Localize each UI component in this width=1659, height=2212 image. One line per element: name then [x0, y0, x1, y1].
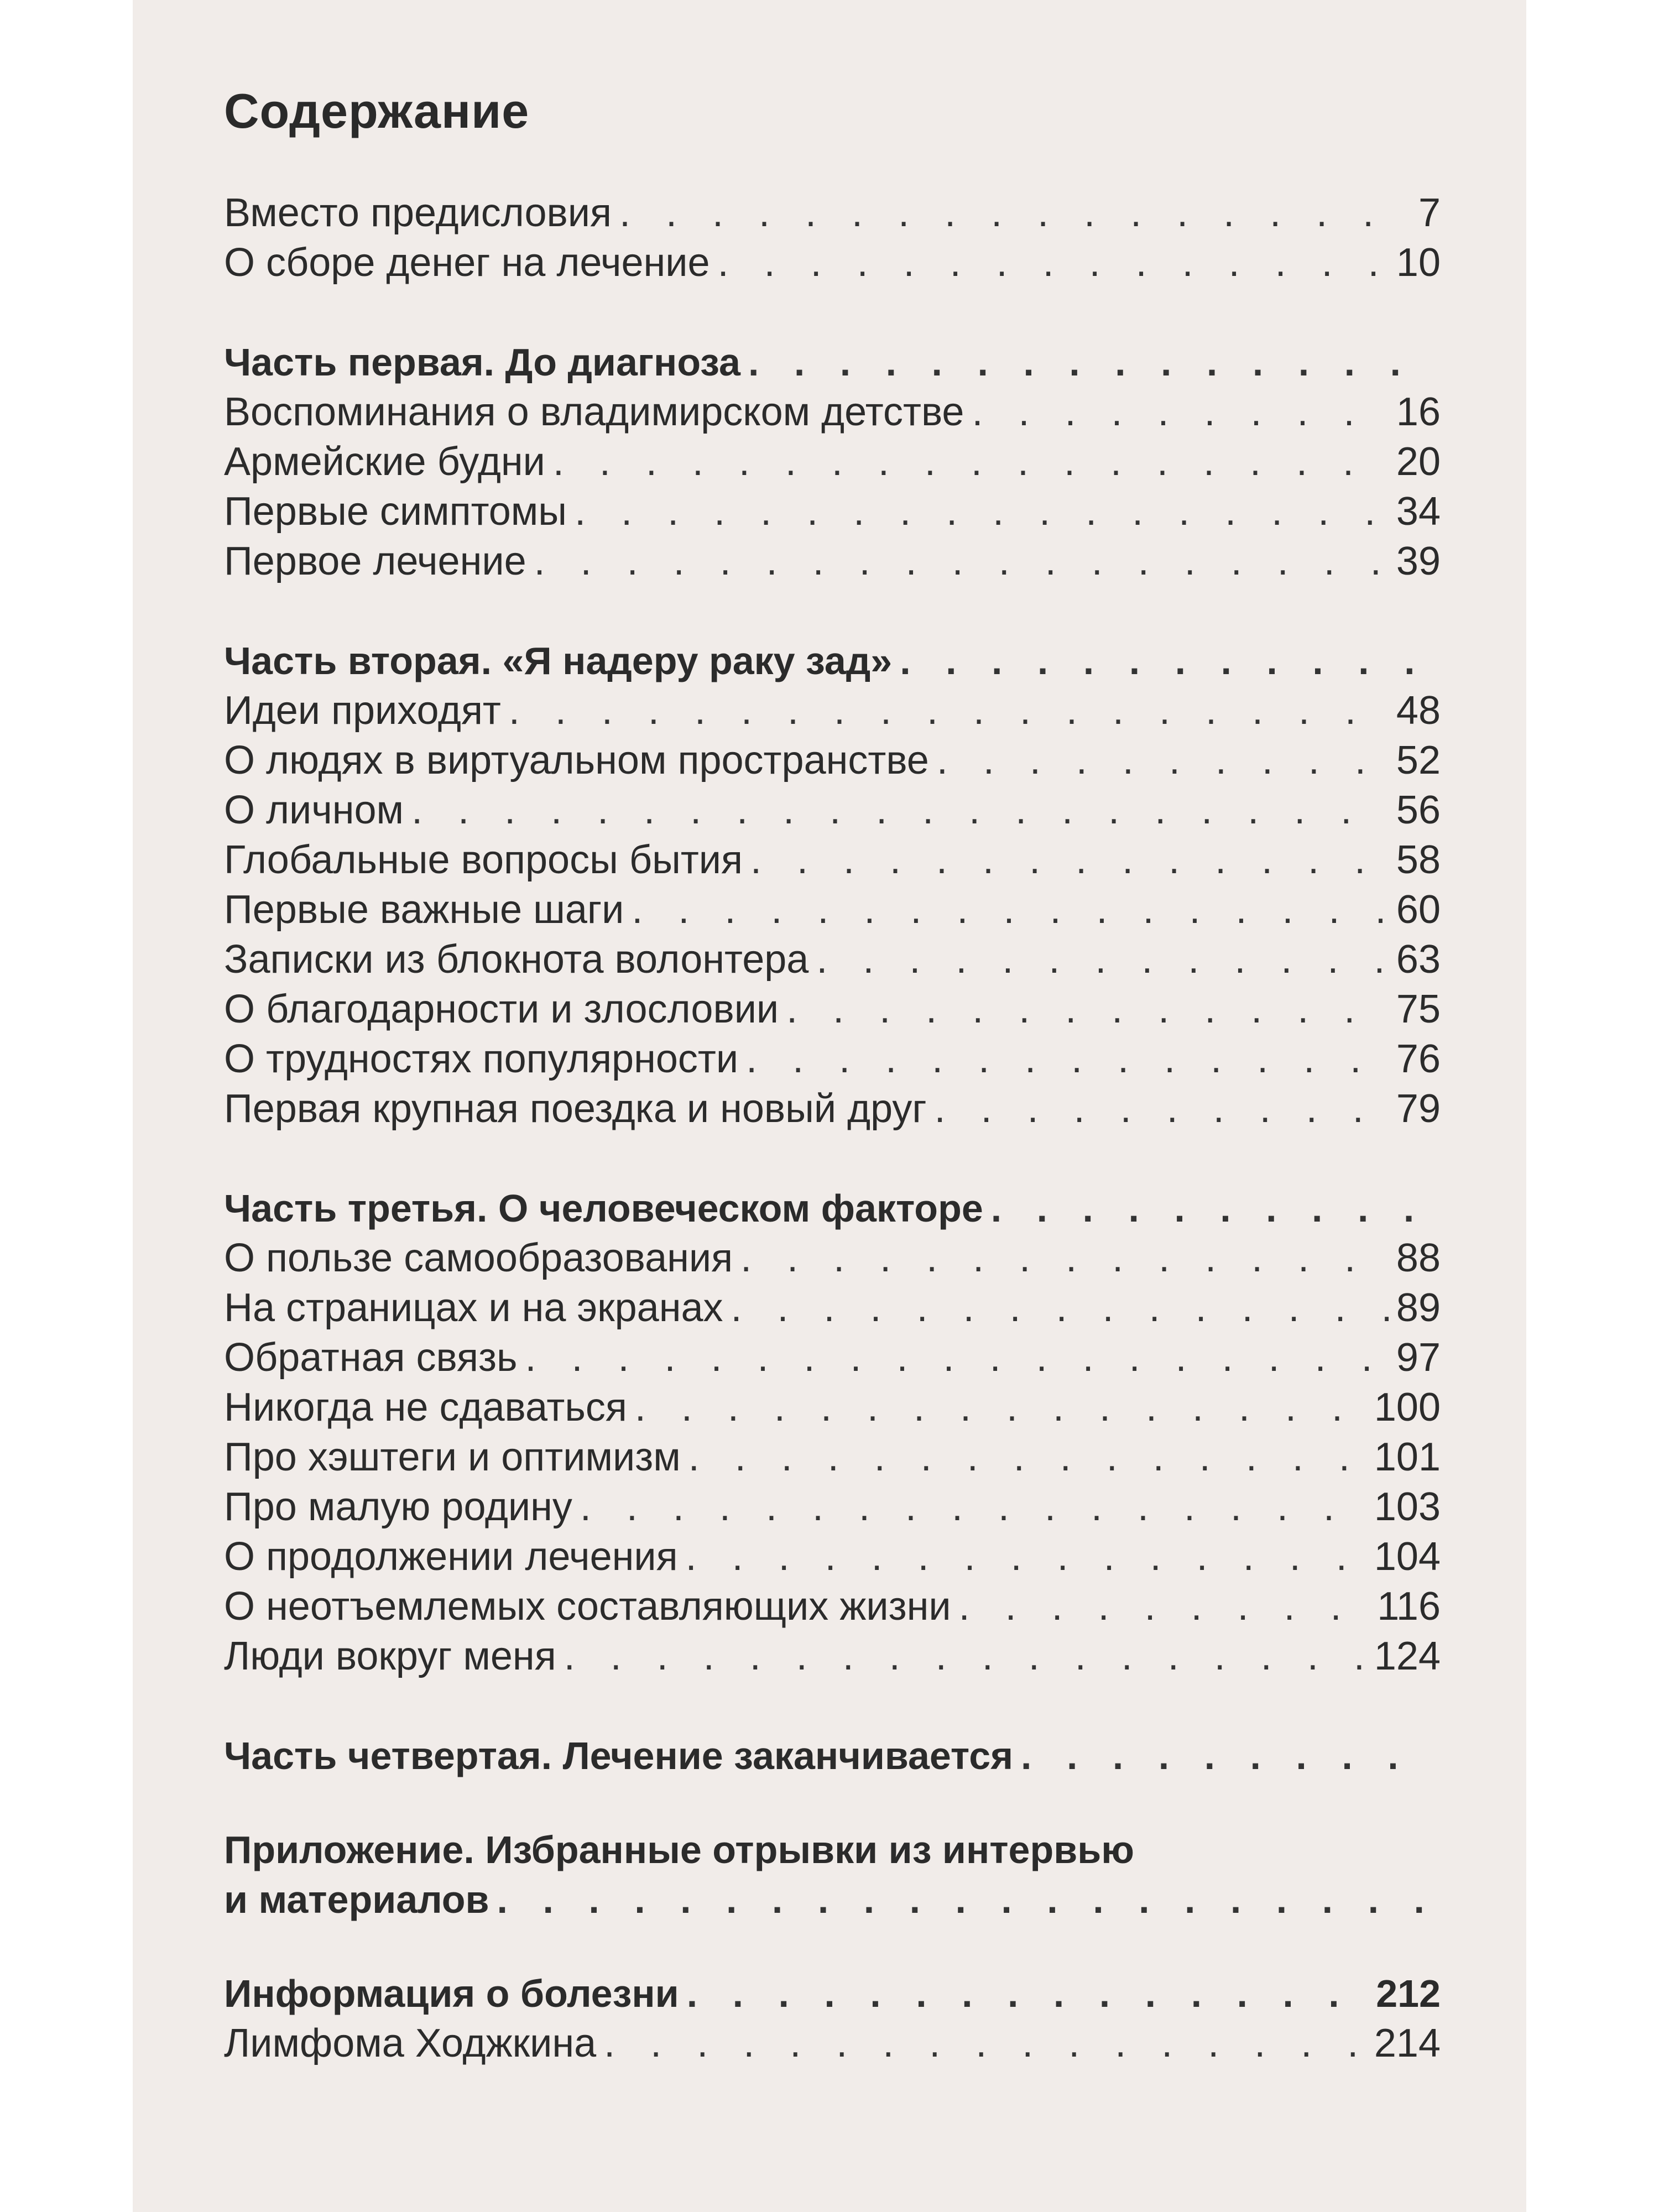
- part-heading: [224, 1969, 1441, 2018]
- part-title: Часть четвертая. Лечение заканчивается: [224, 1734, 1014, 1777]
- toc-entry-page: 48: [1396, 688, 1441, 733]
- dot-leader: [632, 885, 1389, 935]
- page-title: Содержание: [224, 84, 530, 138]
- dot-leader: [991, 1183, 1433, 1233]
- toc-entry: [224, 487, 1441, 536]
- dot-leader: [534, 536, 1389, 586]
- toc-entry: [224, 785, 1441, 835]
- toc-entry-page: 212: [1376, 1972, 1441, 2015]
- toc-entry-label: О сборе денег на лечение: [224, 241, 710, 285]
- toc-entry-label: О неотъемлемых составляющих жизни: [224, 1584, 951, 1629]
- toc-entry-page: 214: [1374, 2021, 1441, 2065]
- part-title: Часть первая. До диагноза: [224, 341, 740, 384]
- toc-entry: [224, 1582, 1441, 1631]
- part-title: Часть вторая. «Я надеру раку зад»: [224, 639, 893, 682]
- toc-entry: [224, 735, 1441, 785]
- toc-entry-page: 100: [1374, 1385, 1441, 1430]
- section-gap: [224, 1681, 1441, 1731]
- toc-entry-page: 60: [1396, 888, 1441, 932]
- toc-entry-label: Про малую родину: [224, 1485, 572, 1529]
- toc-entry-label: О трудностях популярности: [224, 1037, 739, 1081]
- dot-leader: [740, 1233, 1389, 1283]
- toc-entry-label: Вместо предисловия: [224, 191, 612, 235]
- dot-leader: [525, 1333, 1388, 1383]
- toc-entry-label: Обратная связь: [224, 1335, 518, 1380]
- toc-entry-page: 76: [1396, 1037, 1441, 1081]
- dot-leader: [688, 1432, 1366, 1482]
- toc-entry-label: Армейские будни: [224, 440, 545, 484]
- dot-leader: [731, 1283, 1389, 1333]
- toc-entry: [224, 1432, 1441, 1482]
- dot-leader: [748, 337, 1433, 387]
- toc-entry-page: 16: [1396, 390, 1441, 434]
- appendix-heading: [224, 1875, 1441, 1924]
- toc-entry-page: 89: [1396, 1286, 1441, 1330]
- toc-entry-page: 56: [1396, 788, 1441, 832]
- section-gap: [224, 1134, 1441, 1183]
- toc-entry-label: О продолжении лечения: [224, 1535, 678, 1579]
- toc-entry-page: 10: [1396, 241, 1441, 285]
- toc-entry-label: О личном: [224, 788, 404, 832]
- part-heading: [224, 636, 1441, 686]
- toc-entry-page: 39: [1396, 539, 1441, 583]
- toc-entry-page: 75: [1396, 987, 1441, 1031]
- toc-entry-page: 104: [1374, 1535, 1441, 1579]
- toc-entry: [224, 935, 1441, 984]
- toc-entry: [224, 238, 1441, 288]
- toc-entry: [224, 835, 1441, 885]
- toc-entry-label: Записки из блокнота волонтера: [224, 937, 809, 982]
- table-of-contents: [224, 188, 1441, 2068]
- dot-leader: [564, 1631, 1366, 1681]
- toc-entry: [224, 1333, 1441, 1383]
- toc-entry: [224, 1482, 1441, 1532]
- part-heading: [224, 1183, 1441, 1233]
- dot-leader: [635, 1383, 1366, 1432]
- dot-leader: [604, 2018, 1366, 2068]
- dot-leader: [580, 1482, 1366, 1532]
- dot-leader: [900, 636, 1433, 686]
- dot-leader: [746, 1034, 1389, 1084]
- toc-entry-label: Глобальные вопросы бытия: [224, 838, 743, 882]
- toc-entry: [224, 1532, 1441, 1582]
- toc-entry-page: 7: [1418, 191, 1441, 235]
- dot-leader: [935, 1084, 1389, 1134]
- dot-leader: [686, 1532, 1366, 1582]
- section-gap: [224, 1924, 1441, 1969]
- toc-entry-label: О благодарности и злословии: [224, 987, 779, 1031]
- dot-leader: [937, 735, 1389, 785]
- toc-entry-label: Лимфома Ходжкина: [224, 2021, 597, 2065]
- toc-entry-page: 79: [1396, 1087, 1441, 1131]
- toc-entry: [224, 1084, 1441, 1134]
- toc-entry-page: 97: [1396, 1335, 1441, 1380]
- toc-entry-label: Первые симптомы: [224, 489, 567, 534]
- dot-leader: [1021, 1731, 1433, 1781]
- toc-entry-label: Первые важные шаги: [224, 888, 624, 932]
- part-title: Информация о болезни: [224, 1972, 679, 2015]
- dot-leader: [497, 1875, 1433, 1924]
- toc-entry: [224, 984, 1441, 1034]
- part-heading: [224, 1731, 1441, 1781]
- section-gap: [224, 586, 1441, 636]
- toc-entry-page: 88: [1396, 1236, 1441, 1280]
- toc-entry-label: Воспоминания о владимирском детстве: [224, 390, 964, 434]
- section-gap: [224, 1781, 1441, 1825]
- toc-entry-page: 58: [1396, 838, 1441, 882]
- dot-leader: [816, 935, 1389, 984]
- toc-entry-label: Люди вокруг меня: [224, 1634, 556, 1678]
- toc-entry: [224, 686, 1441, 735]
- toc-entry: [224, 1034, 1441, 1084]
- dot-leader: [786, 984, 1389, 1034]
- toc-entry: [224, 1233, 1441, 1283]
- toc-entry: [224, 536, 1441, 586]
- dot-leader: [575, 487, 1389, 536]
- toc-entry: [224, 1383, 1441, 1432]
- dot-leader: [972, 387, 1388, 437]
- toc-entry-label: О пользе самообразования: [224, 1236, 733, 1280]
- toc-entry-page: 103: [1374, 1485, 1441, 1529]
- dot-leader: [411, 785, 1389, 835]
- appendix-title-line: Приложение. Избранные отрывки из интервью: [224, 1828, 1135, 1871]
- toc-entry-label: Первая крупная поездка и новый друг: [224, 1087, 927, 1131]
- toc-entry-page: 116: [1377, 1584, 1441, 1629]
- appendix-title-line: и материалов: [224, 1878, 489, 1921]
- toc-entry-page: 63: [1396, 937, 1441, 982]
- toc-entry-page: 34: [1396, 489, 1441, 534]
- toc-entry-label: Идеи приходят: [224, 688, 501, 733]
- toc-entry: [224, 188, 1441, 238]
- toc-entry-page: 124: [1374, 1634, 1441, 1678]
- book-page: [133, 0, 1526, 2212]
- toc-entry: [224, 2018, 1441, 2068]
- toc-entry-page: 101: [1374, 1435, 1441, 1479]
- toc-entry-label: На страницах и на экранах: [224, 1286, 723, 1330]
- section-gap: [224, 288, 1441, 337]
- toc-entry-label: Первое лечение: [224, 539, 526, 583]
- toc-entry-label: Про хэштеги и оптимизм: [224, 1435, 681, 1479]
- dot-leader: [718, 238, 1389, 288]
- toc-entry: [224, 387, 1441, 437]
- toc-entry: [224, 437, 1441, 487]
- dot-leader: [619, 188, 1400, 238]
- dot-leader: [750, 835, 1389, 885]
- dot-leader: [509, 686, 1389, 735]
- part-title: Часть третья. О человеческом факторе: [224, 1187, 983, 1230]
- toc-entry: [224, 1283, 1441, 1333]
- toc-entry-page: 20: [1396, 440, 1441, 484]
- toc-entry-page: 52: [1396, 738, 1441, 782]
- toc-entry-label: Никогда не сдаваться: [224, 1385, 627, 1430]
- toc-entry-label: О людях в виртуальном пространстве: [224, 738, 929, 782]
- toc-entry: [224, 885, 1441, 935]
- dot-leader: [553, 437, 1389, 487]
- part-heading: [224, 337, 1441, 387]
- toc-entry: [224, 1631, 1441, 1681]
- dot-leader: [959, 1582, 1370, 1631]
- dot-leader: [687, 1969, 1368, 2018]
